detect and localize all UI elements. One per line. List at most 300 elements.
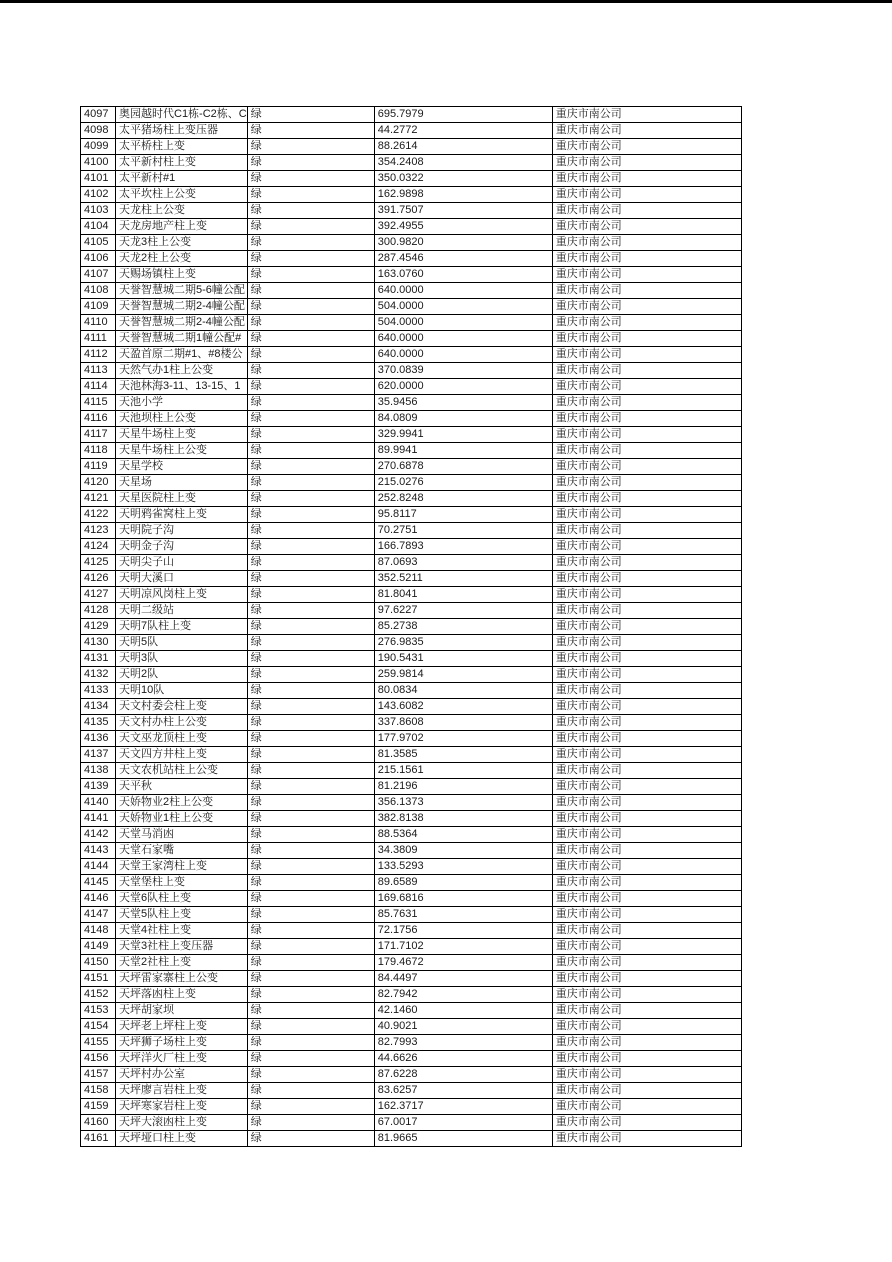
value-cell[interactable]: 287.4546 — [374, 251, 552, 267]
company-cell[interactable]: 重庆市南公司 — [552, 491, 741, 507]
value-cell[interactable]: 179.4672 — [374, 955, 552, 971]
value-cell[interactable]: 215.1561 — [374, 763, 552, 779]
company-cell[interactable]: 重庆市南公司 — [552, 923, 741, 939]
name-cell[interactable]: 天坪胡家坝 — [116, 1003, 248, 1019]
company-cell[interactable]: 重庆市南公司 — [552, 987, 741, 1003]
status-cell[interactable]: 绿 — [247, 283, 374, 299]
company-cell[interactable]: 重庆市南公司 — [552, 971, 741, 987]
company-cell[interactable]: 重庆市南公司 — [552, 1067, 741, 1083]
name-cell[interactable]: 奥园越时代C1栋-C2栋、C — [116, 107, 248, 123]
company-cell[interactable]: 重庆市南公司 — [552, 955, 741, 971]
status-cell[interactable]: 绿 — [247, 843, 374, 859]
value-cell[interactable]: 370.0839 — [374, 363, 552, 379]
company-cell[interactable]: 重庆市南公司 — [552, 155, 741, 171]
status-cell[interactable]: 绿 — [247, 1003, 374, 1019]
value-cell[interactable]: 80.0834 — [374, 683, 552, 699]
value-cell[interactable]: 276.9835 — [374, 635, 552, 651]
value-cell[interactable]: 352.5211 — [374, 571, 552, 587]
name-cell[interactable]: 太平坎柱上公变 — [116, 187, 248, 203]
company-cell[interactable]: 重庆市南公司 — [552, 859, 741, 875]
value-cell[interactable]: 162.9898 — [374, 187, 552, 203]
name-cell[interactable]: 太平新村柱上变 — [116, 155, 248, 171]
company-cell[interactable]: 重庆市南公司 — [552, 363, 741, 379]
name-cell[interactable]: 天坪寒家岩柱上变 — [116, 1099, 248, 1115]
status-cell[interactable]: 绿 — [247, 219, 374, 235]
value-cell[interactable]: 190.5431 — [374, 651, 552, 667]
company-cell[interactable]: 重庆市南公司 — [552, 1019, 741, 1035]
company-cell[interactable]: 重庆市南公司 — [552, 475, 741, 491]
company-cell[interactable]: 重庆市南公司 — [552, 603, 741, 619]
company-cell[interactable]: 重庆市南公司 — [552, 395, 741, 411]
status-cell[interactable]: 绿 — [247, 827, 374, 843]
status-cell[interactable]: 绿 — [247, 491, 374, 507]
row-id-cell[interactable]: 4098 — [81, 123, 116, 139]
status-cell[interactable]: 绿 — [247, 1099, 374, 1115]
status-cell[interactable]: 绿 — [247, 475, 374, 491]
status-cell[interactable]: 绿 — [247, 699, 374, 715]
value-cell[interactable]: 640.0000 — [374, 283, 552, 299]
name-cell[interactable]: 天坪洋火厂柱上变 — [116, 1051, 248, 1067]
name-cell[interactable]: 天文村办柱上公变 — [116, 715, 248, 731]
name-cell[interactable]: 天堂4社柱上变 — [116, 923, 248, 939]
status-cell[interactable]: 绿 — [247, 1115, 374, 1131]
status-cell[interactable]: 绿 — [247, 875, 374, 891]
company-cell[interactable]: 重庆市南公司 — [552, 1051, 741, 1067]
status-cell[interactable]: 绿 — [247, 299, 374, 315]
name-cell[interactable]: 天文四方井柱上变 — [116, 747, 248, 763]
status-cell[interactable]: 绿 — [247, 379, 374, 395]
company-cell[interactable]: 重庆市南公司 — [552, 459, 741, 475]
value-cell[interactable]: 81.9665 — [374, 1131, 552, 1147]
company-cell[interactable]: 重庆市南公司 — [552, 235, 741, 251]
value-cell[interactable]: 504.0000 — [374, 315, 552, 331]
row-id-cell[interactable]: 4156 — [81, 1051, 116, 1067]
status-cell[interactable]: 绿 — [247, 1051, 374, 1067]
name-cell[interactable]: 天文村委会柱上变 — [116, 699, 248, 715]
status-cell[interactable]: 绿 — [247, 1019, 374, 1035]
status-cell[interactable]: 绿 — [247, 987, 374, 1003]
company-cell[interactable]: 重庆市南公司 — [552, 699, 741, 715]
company-cell[interactable]: 重庆市南公司 — [552, 1115, 741, 1131]
company-cell[interactable]: 重庆市南公司 — [552, 651, 741, 667]
status-cell[interactable]: 绿 — [247, 795, 374, 811]
name-cell[interactable]: 天池林海3-11、13-15、1 — [116, 379, 248, 395]
company-cell[interactable]: 重庆市南公司 — [552, 811, 741, 827]
row-id-cell[interactable]: 4122 — [81, 507, 116, 523]
company-cell[interactable]: 重庆市南公司 — [552, 827, 741, 843]
value-cell[interactable]: 391.7507 — [374, 203, 552, 219]
name-cell[interactable]: 天堂6队柱上变 — [116, 891, 248, 907]
company-cell[interactable]: 重庆市南公司 — [552, 587, 741, 603]
row-id-cell[interactable]: 4137 — [81, 747, 116, 763]
company-cell[interactable]: 重庆市南公司 — [552, 667, 741, 683]
company-cell[interactable]: 重庆市南公司 — [552, 219, 741, 235]
value-cell[interactable]: 85.2738 — [374, 619, 552, 635]
value-cell[interactable]: 82.7942 — [374, 987, 552, 1003]
status-cell[interactable]: 绿 — [247, 235, 374, 251]
value-cell[interactable]: 270.6878 — [374, 459, 552, 475]
name-cell[interactable]: 天明7队柱上变 — [116, 619, 248, 635]
company-cell[interactable]: 重庆市南公司 — [552, 875, 741, 891]
row-id-cell[interactable]: 4139 — [81, 779, 116, 795]
row-id-cell[interactable]: 4160 — [81, 1115, 116, 1131]
name-cell[interactable]: 天坪大滚凼柱上变 — [116, 1115, 248, 1131]
company-cell[interactable]: 重庆市南公司 — [552, 507, 741, 523]
value-cell[interactable]: 83.6257 — [374, 1083, 552, 1099]
company-cell[interactable]: 重庆市南公司 — [552, 203, 741, 219]
row-id-cell[interactable]: 4118 — [81, 443, 116, 459]
name-cell[interactable]: 天坪狮子场柱上变 — [116, 1035, 248, 1051]
company-cell[interactable]: 重庆市南公司 — [552, 187, 741, 203]
company-cell[interactable]: 重庆市南公司 — [552, 411, 741, 427]
name-cell[interactable]: 天堂3社柱上变压器 — [116, 939, 248, 955]
status-cell[interactable]: 绿 — [247, 891, 374, 907]
value-cell[interactable]: 350.0322 — [374, 171, 552, 187]
name-cell[interactable]: 天誉智慧城二期1幢公配# — [116, 331, 248, 347]
name-cell[interactable]: 天明2队 — [116, 667, 248, 683]
row-id-cell[interactable]: 4109 — [81, 299, 116, 315]
row-id-cell[interactable]: 4100 — [81, 155, 116, 171]
name-cell[interactable]: 天明5队 — [116, 635, 248, 651]
value-cell[interactable]: 81.8041 — [374, 587, 552, 603]
name-cell[interactable]: 天坪落凼柱上变 — [116, 987, 248, 1003]
status-cell[interactable]: 绿 — [247, 107, 374, 123]
value-cell[interactable]: 89.9941 — [374, 443, 552, 459]
value-cell[interactable]: 215.0276 — [374, 475, 552, 491]
value-cell[interactable]: 171.7102 — [374, 939, 552, 955]
row-id-cell[interactable]: 4136 — [81, 731, 116, 747]
name-cell[interactable]: 天明金子沟 — [116, 539, 248, 555]
value-cell[interactable]: 259.9814 — [374, 667, 552, 683]
value-cell[interactable]: 35.9456 — [374, 395, 552, 411]
status-cell[interactable]: 绿 — [247, 139, 374, 155]
row-id-cell[interactable]: 4106 — [81, 251, 116, 267]
value-cell[interactable]: 133.5293 — [374, 859, 552, 875]
status-cell[interactable]: 绿 — [247, 779, 374, 795]
name-cell[interactable]: 天星牛场柱上公变 — [116, 443, 248, 459]
name-cell[interactable]: 天明鸦雀窝柱上变 — [116, 507, 248, 523]
company-cell[interactable]: 重庆市南公司 — [552, 635, 741, 651]
name-cell[interactable]: 天明凉风岗柱上变 — [116, 587, 248, 603]
status-cell[interactable]: 绿 — [247, 1067, 374, 1083]
value-cell[interactable]: 640.0000 — [374, 331, 552, 347]
status-cell[interactable]: 绿 — [247, 715, 374, 731]
row-id-cell[interactable]: 4102 — [81, 187, 116, 203]
row-id-cell[interactable]: 4108 — [81, 283, 116, 299]
status-cell[interactable]: 绿 — [247, 667, 374, 683]
row-id-cell[interactable]: 4147 — [81, 907, 116, 923]
company-cell[interactable]: 重庆市南公司 — [552, 843, 741, 859]
status-cell[interactable]: 绿 — [247, 587, 374, 603]
name-cell[interactable]: 天堂5队柱上变 — [116, 907, 248, 923]
name-cell[interactable]: 天娇物业1柱上公变 — [116, 811, 248, 827]
name-cell[interactable]: 太平新村#1 — [116, 171, 248, 187]
name-cell[interactable]: 天誉智慧城二期2-4幢公配 — [116, 299, 248, 315]
status-cell[interactable]: 绿 — [247, 427, 374, 443]
row-id-cell[interactable]: 4146 — [81, 891, 116, 907]
status-cell[interactable]: 绿 — [247, 411, 374, 427]
value-cell[interactable]: 85.7631 — [374, 907, 552, 923]
status-cell[interactable]: 绿 — [247, 395, 374, 411]
row-id-cell[interactable]: 4149 — [81, 939, 116, 955]
row-id-cell[interactable]: 4112 — [81, 347, 116, 363]
company-cell[interactable]: 重庆市南公司 — [552, 379, 741, 395]
status-cell[interactable]: 绿 — [247, 907, 374, 923]
status-cell[interactable]: 绿 — [247, 939, 374, 955]
row-id-cell[interactable]: 4120 — [81, 475, 116, 491]
value-cell[interactable]: 252.8248 — [374, 491, 552, 507]
row-id-cell[interactable]: 4117 — [81, 427, 116, 443]
name-cell[interactable]: 天池小学 — [116, 395, 248, 411]
name-cell[interactable]: 天堂堡柱上变 — [116, 875, 248, 891]
status-cell[interactable]: 绿 — [247, 571, 374, 587]
name-cell[interactable]: 天然气办1柱上公变 — [116, 363, 248, 379]
value-cell[interactable]: 337.8608 — [374, 715, 552, 731]
status-cell[interactable]: 绿 — [247, 171, 374, 187]
name-cell[interactable]: 天坪垭口柱上变 — [116, 1131, 248, 1147]
name-cell[interactable]: 天龙房地产柱上变 — [116, 219, 248, 235]
name-cell[interactable]: 天堂石家嘴 — [116, 843, 248, 859]
company-cell[interactable]: 重庆市南公司 — [552, 795, 741, 811]
status-cell[interactable]: 绿 — [247, 955, 374, 971]
row-id-cell[interactable]: 4157 — [81, 1067, 116, 1083]
name-cell[interactable]: 天坪雷家寨柱上公变 — [116, 971, 248, 987]
status-cell[interactable]: 绿 — [247, 363, 374, 379]
row-id-cell[interactable]: 4114 — [81, 379, 116, 395]
value-cell[interactable]: 177.9702 — [374, 731, 552, 747]
name-cell[interactable]: 天坪老上坪柱上变 — [116, 1019, 248, 1035]
row-id-cell[interactable]: 4145 — [81, 875, 116, 891]
name-cell[interactable]: 天盈首原二期#1、#8楼公 — [116, 347, 248, 363]
value-cell[interactable]: 504.0000 — [374, 299, 552, 315]
row-id-cell[interactable]: 4116 — [81, 411, 116, 427]
status-cell[interactable]: 绿 — [247, 811, 374, 827]
row-id-cell[interactable]: 4131 — [81, 651, 116, 667]
company-cell[interactable]: 重庆市南公司 — [552, 1099, 741, 1115]
name-cell[interactable]: 天明二级站 — [116, 603, 248, 619]
row-id-cell[interactable]: 4144 — [81, 859, 116, 875]
name-cell[interactable]: 天堂2社柱上变 — [116, 955, 248, 971]
status-cell[interactable]: 绿 — [247, 459, 374, 475]
value-cell[interactable]: 163.0760 — [374, 267, 552, 283]
row-id-cell[interactable]: 4104 — [81, 219, 116, 235]
value-cell[interactable]: 300.9820 — [374, 235, 552, 251]
name-cell[interactable]: 天明尖子山 — [116, 555, 248, 571]
name-cell[interactable]: 天星牛场柱上变 — [116, 427, 248, 443]
row-id-cell[interactable]: 4105 — [81, 235, 116, 251]
status-cell[interactable]: 绿 — [247, 443, 374, 459]
row-id-cell[interactable]: 4107 — [81, 267, 116, 283]
company-cell[interactable]: 重庆市南公司 — [552, 683, 741, 699]
value-cell[interactable]: 354.2408 — [374, 155, 552, 171]
status-cell[interactable]: 绿 — [247, 923, 374, 939]
value-cell[interactable]: 88.2614 — [374, 139, 552, 155]
row-id-cell[interactable]: 4151 — [81, 971, 116, 987]
company-cell[interactable]: 重庆市南公司 — [552, 251, 741, 267]
row-id-cell[interactable]: 4152 — [81, 987, 116, 1003]
value-cell[interactable]: 89.6589 — [374, 875, 552, 891]
row-id-cell[interactable]: 4161 — [81, 1131, 116, 1147]
value-cell[interactable]: 143.6082 — [374, 699, 552, 715]
value-cell[interactable]: 67.0017 — [374, 1115, 552, 1131]
value-cell[interactable]: 392.4955 — [374, 219, 552, 235]
name-cell[interactable]: 太平桥柱上变 — [116, 139, 248, 155]
row-id-cell[interactable]: 4128 — [81, 603, 116, 619]
value-cell[interactable]: 88.5364 — [374, 827, 552, 843]
status-cell[interactable]: 绿 — [247, 123, 374, 139]
name-cell[interactable]: 天堂马消凼 — [116, 827, 248, 843]
value-cell[interactable]: 640.0000 — [374, 347, 552, 363]
row-id-cell[interactable]: 4126 — [81, 571, 116, 587]
status-cell[interactable]: 绿 — [247, 347, 374, 363]
name-cell[interactable]: 天龙2柱上公变 — [116, 251, 248, 267]
row-id-cell[interactable]: 4154 — [81, 1019, 116, 1035]
row-id-cell[interactable]: 4153 — [81, 1003, 116, 1019]
status-cell[interactable]: 绿 — [247, 747, 374, 763]
row-id-cell[interactable]: 4097 — [81, 107, 116, 123]
company-cell[interactable]: 重庆市南公司 — [552, 1003, 741, 1019]
company-cell[interactable]: 重庆市南公司 — [552, 1131, 741, 1147]
company-cell[interactable]: 重庆市南公司 — [552, 299, 741, 315]
value-cell[interactable]: 81.2196 — [374, 779, 552, 795]
name-cell[interactable]: 天明10队 — [116, 683, 248, 699]
company-cell[interactable]: 重庆市南公司 — [552, 443, 741, 459]
company-cell[interactable]: 重庆市南公司 — [552, 123, 741, 139]
company-cell[interactable]: 重庆市南公司 — [552, 715, 741, 731]
row-id-cell[interactable]: 4130 — [81, 635, 116, 651]
status-cell[interactable]: 绿 — [247, 251, 374, 267]
row-id-cell[interactable]: 4155 — [81, 1035, 116, 1051]
status-cell[interactable]: 绿 — [247, 1131, 374, 1147]
value-cell[interactable]: 356.1373 — [374, 795, 552, 811]
value-cell[interactable]: 34.3809 — [374, 843, 552, 859]
status-cell[interactable]: 绿 — [247, 507, 374, 523]
value-cell[interactable]: 95.8117 — [374, 507, 552, 523]
name-cell[interactable]: 天誉智慧城二期2-4幢公配 — [116, 315, 248, 331]
status-cell[interactable]: 绿 — [247, 971, 374, 987]
status-cell[interactable]: 绿 — [247, 523, 374, 539]
company-cell[interactable]: 重庆市南公司 — [552, 763, 741, 779]
value-cell[interactable]: 72.1756 — [374, 923, 552, 939]
value-cell[interactable]: 70.2751 — [374, 523, 552, 539]
company-cell[interactable]: 重庆市南公司 — [552, 1035, 741, 1051]
status-cell[interactable]: 绿 — [247, 331, 374, 347]
status-cell[interactable]: 绿 — [247, 1083, 374, 1099]
name-cell[interactable]: 天文农机站柱上公变 — [116, 763, 248, 779]
status-cell[interactable]: 绿 — [247, 683, 374, 699]
status-cell[interactable]: 绿 — [247, 651, 374, 667]
value-cell[interactable]: 84.0809 — [374, 411, 552, 427]
row-id-cell[interactable]: 4132 — [81, 667, 116, 683]
name-cell[interactable]: 天平秋 — [116, 779, 248, 795]
value-cell[interactable]: 695.7979 — [374, 107, 552, 123]
status-cell[interactable]: 绿 — [247, 1035, 374, 1051]
row-id-cell[interactable]: 4148 — [81, 923, 116, 939]
row-id-cell[interactable]: 4099 — [81, 139, 116, 155]
row-id-cell[interactable]: 4143 — [81, 843, 116, 859]
name-cell[interactable]: 天赐场镇柱上变 — [116, 267, 248, 283]
company-cell[interactable]: 重庆市南公司 — [552, 891, 741, 907]
company-cell[interactable]: 重庆市南公司 — [552, 747, 741, 763]
value-cell[interactable]: 44.2772 — [374, 123, 552, 139]
name-cell[interactable]: 天龙柱上公变 — [116, 203, 248, 219]
name-cell[interactable]: 天誉智慧城二期5-6幢公配 — [116, 283, 248, 299]
value-cell[interactable]: 162.3717 — [374, 1099, 552, 1115]
company-cell[interactable]: 重庆市南公司 — [552, 347, 741, 363]
value-cell[interactable]: 87.6228 — [374, 1067, 552, 1083]
name-cell[interactable]: 天星场 — [116, 475, 248, 491]
row-id-cell[interactable]: 4129 — [81, 619, 116, 635]
value-cell[interactable]: 84.4497 — [374, 971, 552, 987]
company-cell[interactable]: 重庆市南公司 — [552, 427, 741, 443]
name-cell[interactable]: 天星学校 — [116, 459, 248, 475]
name-cell[interactable]: 天龙3柱上公变 — [116, 235, 248, 251]
status-cell[interactable]: 绿 — [247, 187, 374, 203]
row-id-cell[interactable]: 4113 — [81, 363, 116, 379]
row-id-cell[interactable]: 4121 — [81, 491, 116, 507]
status-cell[interactable]: 绿 — [247, 763, 374, 779]
status-cell[interactable]: 绿 — [247, 731, 374, 747]
status-cell[interactable]: 绿 — [247, 539, 374, 555]
company-cell[interactable]: 重庆市南公司 — [552, 539, 741, 555]
company-cell[interactable]: 重庆市南公司 — [552, 171, 741, 187]
status-cell[interactable]: 绿 — [247, 635, 374, 651]
row-id-cell[interactable]: 4140 — [81, 795, 116, 811]
row-id-cell[interactable]: 4150 — [81, 955, 116, 971]
name-cell[interactable]: 天坪廖言岩柱上变 — [116, 1083, 248, 1099]
row-id-cell[interactable]: 4127 — [81, 587, 116, 603]
name-cell[interactable]: 天池坝柱上公变 — [116, 411, 248, 427]
row-id-cell[interactable]: 4110 — [81, 315, 116, 331]
name-cell[interactable]: 天坪村办公室 — [116, 1067, 248, 1083]
value-cell[interactable]: 81.3585 — [374, 747, 552, 763]
company-cell[interactable]: 重庆市南公司 — [552, 139, 741, 155]
row-id-cell[interactable]: 4101 — [81, 171, 116, 187]
value-cell[interactable]: 82.7993 — [374, 1035, 552, 1051]
status-cell[interactable]: 绿 — [247, 155, 374, 171]
company-cell[interactable]: 重庆市南公司 — [552, 1083, 741, 1099]
company-cell[interactable]: 重庆市南公司 — [552, 523, 741, 539]
row-id-cell[interactable]: 4141 — [81, 811, 116, 827]
name-cell[interactable]: 天堂王家湾柱上变 — [116, 859, 248, 875]
value-cell[interactable]: 40.9021 — [374, 1019, 552, 1035]
company-cell[interactable]: 重庆市南公司 — [552, 779, 741, 795]
name-cell[interactable]: 天明大溪口 — [116, 571, 248, 587]
value-cell[interactable]: 42.1460 — [374, 1003, 552, 1019]
name-cell[interactable]: 太平猪场柱上变压器 — [116, 123, 248, 139]
status-cell[interactable]: 绿 — [247, 859, 374, 875]
company-cell[interactable]: 重庆市南公司 — [552, 331, 741, 347]
status-cell[interactable]: 绿 — [247, 619, 374, 635]
row-id-cell[interactable]: 4111 — [81, 331, 116, 347]
row-id-cell[interactable]: 4142 — [81, 827, 116, 843]
row-id-cell[interactable]: 4125 — [81, 555, 116, 571]
name-cell[interactable]: 天娇物业2柱上公变 — [116, 795, 248, 811]
row-id-cell[interactable]: 4115 — [81, 395, 116, 411]
value-cell[interactable]: 169.6816 — [374, 891, 552, 907]
row-id-cell[interactable]: 4103 — [81, 203, 116, 219]
row-id-cell[interactable]: 4134 — [81, 699, 116, 715]
value-cell[interactable]: 97.6227 — [374, 603, 552, 619]
value-cell[interactable]: 87.0693 — [374, 555, 552, 571]
row-id-cell[interactable]: 4159 — [81, 1099, 116, 1115]
status-cell[interactable]: 绿 — [247, 315, 374, 331]
row-id-cell[interactable]: 4133 — [81, 683, 116, 699]
company-cell[interactable]: 重庆市南公司 — [552, 731, 741, 747]
name-cell[interactable]: 天明3队 — [116, 651, 248, 667]
name-cell[interactable]: 天星医院柱上变 — [116, 491, 248, 507]
status-cell[interactable]: 绿 — [247, 267, 374, 283]
